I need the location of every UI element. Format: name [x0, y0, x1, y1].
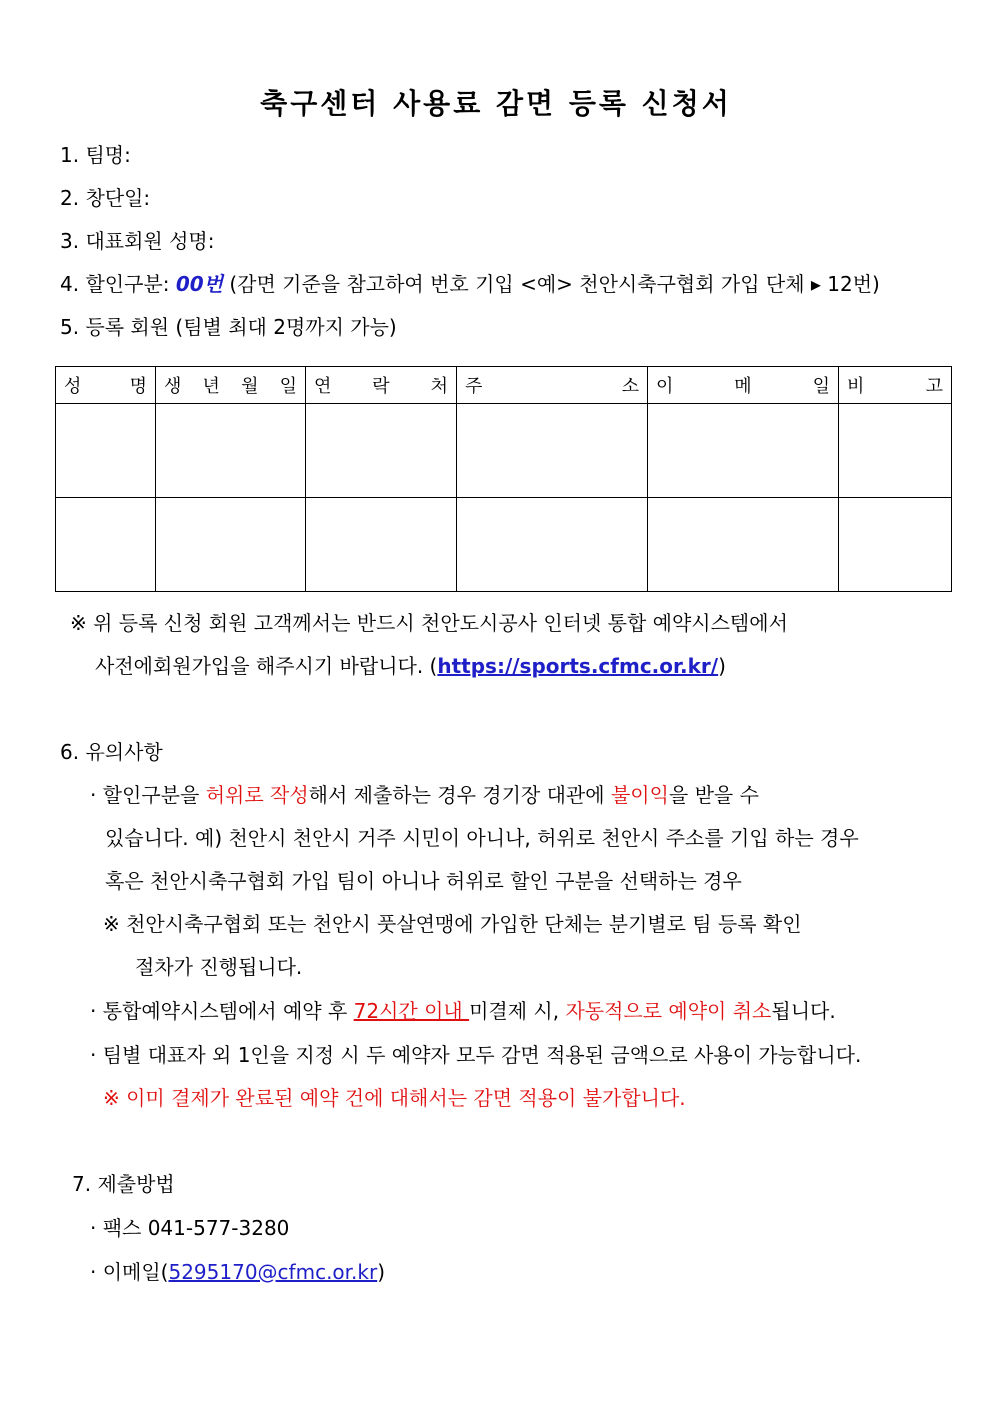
- highlight-72-hours: 72시간 이내: [353, 999, 470, 1023]
- section6-bullet-1-line-2: 있습니다. 예) 천안시 천안시 거주 시민이 아니나, 허위로 천안시 주소를 기입 하는 경우: [105, 826, 859, 850]
- cell-email[interactable]: [648, 404, 839, 498]
- table-row: [56, 404, 952, 498]
- highlight-false-entry: 허위로 작성: [205, 783, 309, 807]
- header-remarks: 비 고: [839, 367, 952, 404]
- member-table: [55, 366, 952, 592]
- section6-bullet-2: · 통합예약시스템에서 예약 후 72시간 이내 미결제 시, 자동적으로 예약이 취소됩니다.: [90, 999, 836, 1023]
- header-contact: 연 락 처: [306, 367, 457, 404]
- notice-line-2: 사전에회원가입을 해주시기 바랍니다. (https://sports.cfmc.or.kr/): [95, 654, 726, 678]
- section6-heading: 6. 유의사항: [60, 740, 163, 764]
- field-founded: 2. 창단일:: [60, 186, 151, 210]
- field-team-name: 1. 팀명:: [60, 143, 131, 167]
- cell-address[interactable]: [457, 498, 648, 592]
- section7-heading: 7. 제출방법: [72, 1172, 175, 1196]
- fax-number: · 팩스 041-577-3280: [90, 1216, 290, 1240]
- cell-name[interactable]: [56, 404, 156, 498]
- section6-bullet-1: · 할인구분을 허위로 작성해서 제출하는 경우 경기장 대관에 불이익을 받을 수: [90, 783, 759, 807]
- highlight-disadvantage: 불이익: [610, 783, 669, 807]
- sports-site-link[interactable]: https://sports.cfmc.or.kr/: [437, 654, 719, 678]
- section6-note-2: ※ 이미 결제가 완료된 예약 건에 대해서는 감면 적용이 불가합니다.: [103, 1086, 686, 1110]
- cell-birthdate[interactable]: [156, 404, 306, 498]
- field-members: 5. 등록 회원 (팀별 최대 2명까지 가능): [60, 315, 397, 339]
- field-discount: [60, 270, 880, 298]
- section6-bullet-1-line-3: 혹은 천안시축구협회 가입 팀이 아니나 허위로 할인 구분을 선택하는 경우: [105, 869, 742, 893]
- cell-birthdate[interactable]: [156, 498, 306, 592]
- cell-email[interactable]: [648, 498, 839, 592]
- cell-contact[interactable]: [306, 498, 457, 592]
- field-representative: 3. 대표회원 성명:: [60, 229, 215, 253]
- discount-label: 4. 할인구분:: [60, 272, 170, 296]
- header-address: 주 소: [457, 367, 648, 404]
- header-birthdate: 생 년 월 일: [156, 367, 306, 404]
- cell-remarks[interactable]: [839, 404, 952, 498]
- notice-line-1: ※ 위 등록 신청 회원 고객께서는 반드시 천안도시공사 인터넷 통합 예약시스템에서: [70, 611, 788, 635]
- header-email: 이 메 일: [648, 367, 839, 404]
- section6-note-1-line-1: ※ 천안시축구협회 또는 천안시 풋살연맹에 가입한 단체는 분기별로 팀 등록 확인: [103, 912, 802, 936]
- discount-value: 00번: [175, 272, 223, 296]
- section6-bullet-3: · 팀별 대표자 외 1인을 지정 시 두 예약자 모두 감면 적용된 금액으로 사용이 가능합니다.: [90, 1043, 862, 1067]
- email-contact: · 이메일(5295170@cfmc.or.kr): [90, 1260, 386, 1284]
- email-link[interactable]: 5295170@cfmc.or.kr: [168, 1260, 378, 1284]
- table-header-row: [56, 367, 952, 404]
- cell-address[interactable]: [457, 404, 648, 498]
- header-name: 성 명: [56, 367, 156, 404]
- document-title: 축구센터 사용료 감면 등록 신청서: [260, 87, 732, 120]
- discount-note: (감면 기준을 참고하여 번호 기입 <예> 천안시축구협회 가입 단체 ▸ 12번): [229, 272, 880, 296]
- cell-name[interactable]: [56, 498, 156, 592]
- section6-note-1-line-2: 절차가 진행됩니다.: [135, 955, 303, 979]
- cell-remarks[interactable]: [839, 498, 952, 592]
- highlight-auto-cancel: 자동적으로 예약이 취소: [565, 999, 772, 1023]
- cell-contact[interactable]: [306, 404, 457, 498]
- table-row: [56, 498, 952, 592]
